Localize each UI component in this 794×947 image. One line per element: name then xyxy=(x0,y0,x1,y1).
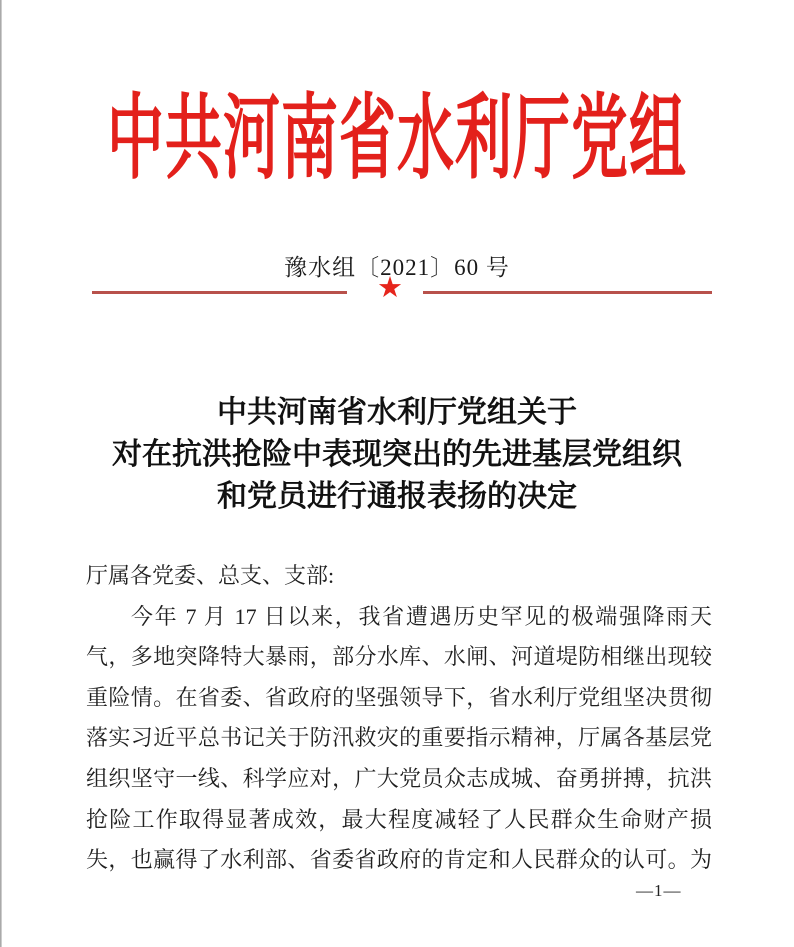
document-title-line-2: 对在抗洪抢险中表现突出的先进基层党组织 xyxy=(112,438,682,471)
body-line-3: 重险情。在省委、省政府的坚强领导下，省水利厅党组坚决贯彻 xyxy=(86,684,712,710)
document-title xyxy=(0,392,794,518)
document-body xyxy=(86,556,712,881)
salutation-line: 厅属各党委、总支、支部: xyxy=(86,563,335,588)
body-line-5: 组织坚守一线、科学应对，广大党员众志成城、奋勇拼搏，抗洪 xyxy=(86,765,712,791)
document-title-line-3: 和党员进行通报表扬的决定 xyxy=(217,480,577,513)
body-line-4: 落实习近平总书记关于防汛救灾的重要指示精神，厅属各基层党 xyxy=(86,725,712,751)
body-line-6: 抢险工作取得显著成效，最大程度减轻了人民群众生命财产损 xyxy=(86,806,712,832)
red-divider-left xyxy=(92,291,347,294)
page-number: —1— xyxy=(636,881,682,900)
star-icon: ★ xyxy=(377,272,403,304)
issuing-org-banner: 中共河南省水利厅党组 xyxy=(107,89,687,192)
red-divider-right xyxy=(423,291,712,294)
document-title-line-1: 中共河南省水利厅党组关于 xyxy=(217,396,577,429)
body-line-2: 气，多地突降特大暴雨，部分水库、水闸、河道堤防相继出现较 xyxy=(86,644,712,670)
document-number: 豫水组〔2021〕60 号 xyxy=(284,255,510,280)
body-line-7: 失，也赢得了水利部、省委省政府的肯定和人民群众的认可。为 xyxy=(86,847,712,873)
body-line-1: 今年 7 月 17 日以来，我省遭遇历史罕见的极端强降雨天 xyxy=(131,603,712,629)
